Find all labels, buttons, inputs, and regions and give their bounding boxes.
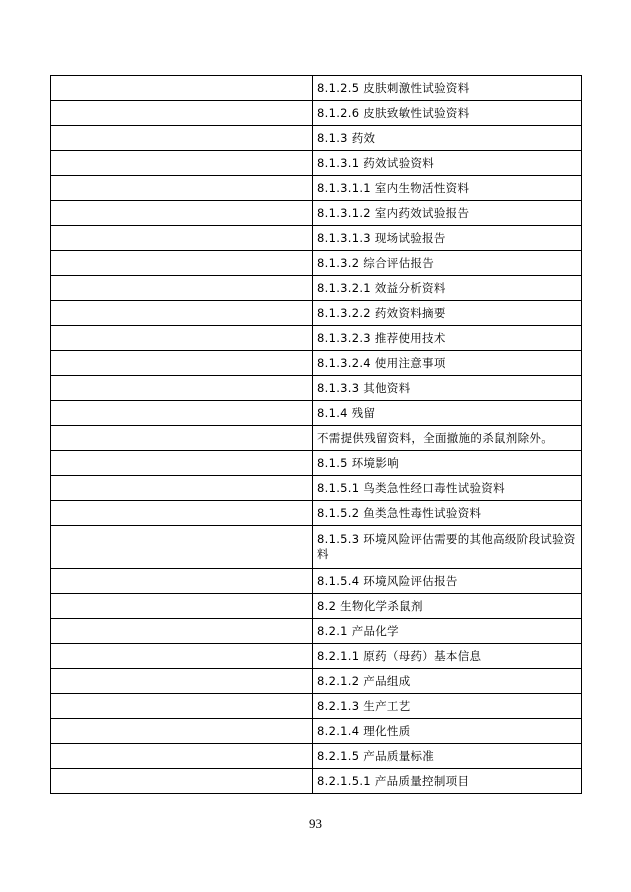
item-cell: 8.2.1.2 产品组成 [313,669,582,694]
table-row [51,126,582,151]
item-cell: 8.1.3.3 其他资料 [313,376,582,401]
item-cell: 8.1.3.2.4 使用注意事项 [313,351,582,376]
left-cell [51,744,313,769]
left-cell [51,426,313,451]
item-cell: 8.1.3.1.1 室内生物活性资料 [313,176,582,201]
table-row [51,401,582,426]
item-cell: 不需提供残留资料，全面撤施的杀鼠剂除外。 [313,426,582,451]
left-cell [51,251,313,276]
item-cell: 8.1.5.4 环境风险评估报告 [313,569,582,594]
table-row [51,151,582,176]
left-cell [51,276,313,301]
table-row [51,251,582,276]
table-row [51,619,582,644]
left-cell [51,619,313,644]
item-cell: 8.2.1.4 理化性质 [313,719,582,744]
item-cell: 8.1.3.2 综合评估报告 [313,251,582,276]
table-row [51,451,582,476]
item-cell: 8.2.1 产品化学 [313,619,582,644]
left-cell [51,326,313,351]
table-row [51,719,582,744]
left-cell [51,476,313,501]
page-number: 93 [309,816,322,831]
table-row [51,201,582,226]
left-cell [51,226,313,251]
item-cell: 8.1.5.3 环境风险评估需要的其他高级阶段试验资料 [313,526,582,569]
left-cell [51,451,313,476]
table-row [51,101,582,126]
item-cell: 8.2.1.1 原药（母药）基本信息 [313,644,582,669]
table-row [51,276,582,301]
table-row [51,669,582,694]
item-cell: 8.1.3.2.3 推荐使用技术 [313,326,582,351]
item-cell: 8.1.3.1.3 现场试验报告 [313,226,582,251]
table-row [51,226,582,251]
left-cell [51,594,313,619]
left-cell [51,176,313,201]
left-cell [51,719,313,744]
table-row [51,501,582,526]
table-row [51,569,582,594]
item-cell: 8.2.1.5 产品质量标准 [313,744,582,769]
left-cell [51,126,313,151]
item-cell: 8.1.4 残留 [313,401,582,426]
item-cell: 8.1.3.2.1 效益分析资料 [313,276,582,301]
table-row [51,644,582,669]
table-row [51,176,582,201]
item-cell: 8.2 生物化学杀鼠剂 [313,594,582,619]
table-row [51,744,582,769]
item-cell: 8.1.2.5 皮肤刺激性试验资料 [313,76,582,101]
item-cell: 8.1.3.2.2 药效资料摘要 [313,301,582,326]
left-cell [51,201,313,226]
left-cell [51,569,313,594]
left-cell [51,401,313,426]
item-cell: 8.1.5.1 鸟类急性经口毒性试验资料 [313,476,582,501]
table-row [51,376,582,401]
table-row [51,76,582,101]
table-row [51,476,582,501]
table-body [51,76,582,794]
item-cell: 8.1.3 药效 [313,126,582,151]
table-row [51,526,582,569]
table-row [51,694,582,719]
left-cell [51,376,313,401]
table-row [51,351,582,376]
left-cell [51,101,313,126]
table-row [51,326,582,351]
item-cell: 8.2.1.3 生产工艺 [313,694,582,719]
table-row [51,769,582,794]
requirements-table [50,75,582,794]
item-cell: 8.1.2.6 皮肤致敏性试验资料 [313,101,582,126]
item-cell: 8.2.1.5.1 产品质量控制项目 [313,769,582,794]
left-cell [51,644,313,669]
left-cell [51,694,313,719]
item-cell: 8.1.3.1.2 室内药效试验报告 [313,201,582,226]
item-cell: 8.1.5.2 鱼类急性毒性试验资料 [313,501,582,526]
left-cell [51,351,313,376]
left-cell [51,526,313,569]
left-cell [51,669,313,694]
left-cell [51,151,313,176]
left-cell [51,301,313,326]
item-cell: 8.1.3.1 药效试验资料 [313,151,582,176]
item-cell: 8.1.5 环境影响 [313,451,582,476]
left-cell [51,501,313,526]
table-row [51,426,582,451]
table-row [51,301,582,326]
table-row [51,594,582,619]
left-cell [51,76,313,101]
left-cell [51,769,313,794]
